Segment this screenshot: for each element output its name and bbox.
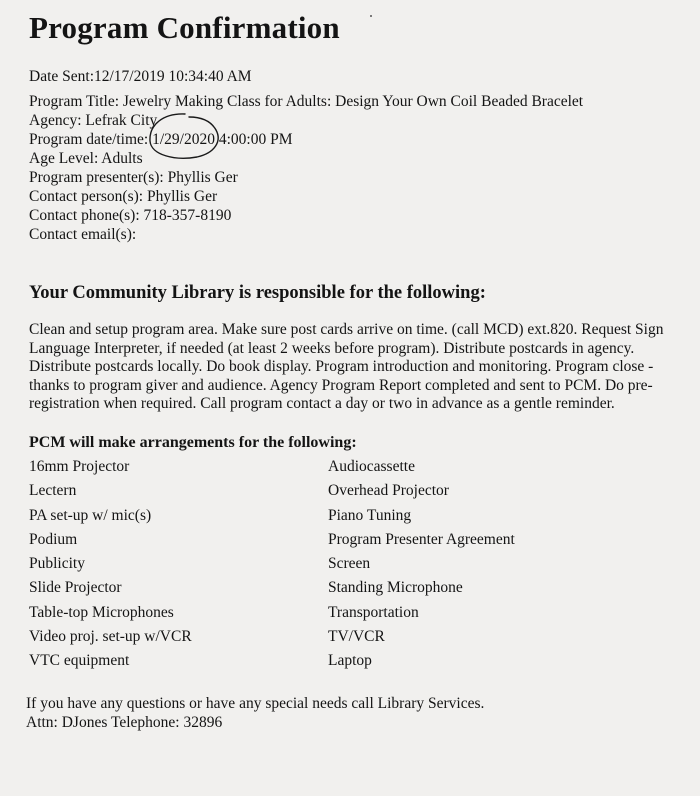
- program-datetime: Program date/time: 1/29/2020 4:00:00 PM: [29, 131, 293, 148]
- list-item: PA set-up w/ mic(s): [29, 506, 152, 524]
- list-item: Table-top Microphones: [29, 603, 174, 621]
- program-details: [29, 92, 583, 168]
- scan-speck: [370, 15, 372, 17]
- footer-attn: Attn: DJones Telephone: 32896: [26, 714, 223, 731]
- list-item: 16mm Projector: [29, 458, 130, 475]
- list-item: Standing Microphone: [328, 579, 463, 597]
- pcm-arrangements-heading: PCM will make arrangements for the following:: [29, 434, 357, 451]
- list-item: TV/VCR: [328, 628, 385, 646]
- date-sent-text: Date Sent:12/17/2019 10:34:40 AM: [29, 68, 252, 85]
- list-item: Lectern: [29, 482, 77, 500]
- date-sent: [29, 67, 252, 86]
- list-item: Publicity: [29, 555, 85, 573]
- program-title: Program Title: Jewelry Making Class for Adults: Design Your Own Coil Beaded Bracelet: [29, 93, 584, 110]
- contact-persons: Contact person(s): Phyllis Ger: [29, 188, 218, 205]
- contact-emails: Contact email(s):: [29, 226, 137, 243]
- list-item: Podium: [29, 530, 78, 548]
- list-item: Audiocassette: [328, 458, 415, 475]
- list-item: Overhead Projector: [328, 482, 449, 500]
- list-item: Program Presenter Agreement: [328, 530, 515, 548]
- list-item: Transportation: [328, 603, 419, 621]
- presenters: Program presenter(s): Phyllis Ger: [29, 169, 238, 186]
- age-level: Age Level: Adults: [29, 150, 143, 167]
- list-item: Laptop: [328, 652, 372, 670]
- library-responsibilities-text: Clean and setup program area. Make sure post cards arrive on time. (call MCD) ext.820. Request Sign Language Interpreter, if needed (at least 2 weeks before program). Distribute postcards in agency. Distribute postcards locally. Do book display. Program introduction and monitoring. Program close - thanks to program giver and audience. Agency Program Report completed and sent to PCM. Do pre-registration when required. Call program contact a day or two in advance as a gentle reminder.: [29, 321, 664, 413]
- page-title: Program Confirmation: [29, 10, 340, 45]
- agency: Agency: Lefrak City: [29, 112, 158, 129]
- pcm-items-right: [328, 458, 515, 677]
- footer-questions: If you have any questions or have any special needs call Library Services.: [26, 695, 485, 712]
- list-item: Piano Tuning: [328, 506, 412, 524]
- list-item: Video proj. set-up w/VCR: [29, 628, 192, 646]
- list-item: Slide Projector: [29, 579, 122, 597]
- contact-details: [29, 168, 238, 244]
- list-item: VTC equipment: [29, 652, 130, 670]
- pcm-items-left: [29, 458, 192, 677]
- list-item: Screen: [328, 555, 371, 573]
- contact-phones: Contact phone(s): 718-357-8190: [29, 207, 232, 224]
- footer: [26, 694, 484, 732]
- library-responsibilities-heading: Your Community Library is responsible for the following:: [29, 283, 486, 303]
